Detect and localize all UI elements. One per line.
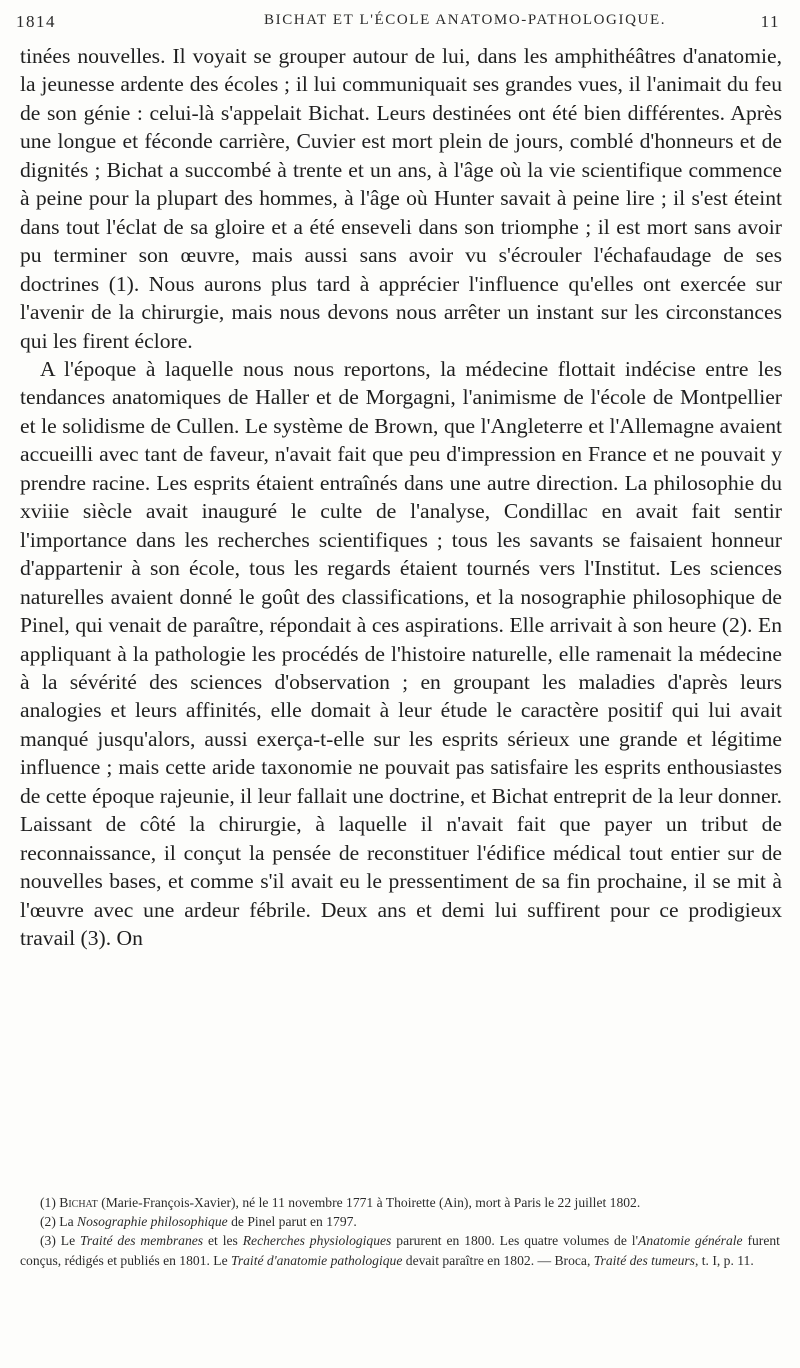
footnote-3-pre: Le (60, 1233, 76, 1249)
footnote-2-mark: (2) (40, 1214, 56, 1230)
running-head (16, 12, 786, 38)
footnote-2 (20, 1212, 780, 1231)
footnote-3-work-2: Recherches physiologiques (242, 1233, 392, 1249)
footnote-2-pre: La (59, 1214, 74, 1230)
footnote-3-work-5: Traité des tumeurs (593, 1252, 695, 1268)
footnote-2-work: Nosographie philosophique (77, 1214, 228, 1230)
footnote-3-mid-4: devait paraître en 1802. — Broca, (405, 1252, 591, 1268)
footnote-3 (20, 1231, 780, 1269)
footnote-3-mid-2: parurent en 1800. Les quatre volumes de l' (396, 1233, 639, 1249)
footnote-3-post: , t. I, p. 11. (694, 1252, 754, 1268)
footnotes (20, 1193, 780, 1270)
running-head-year: 1814 (16, 12, 56, 31)
main-text (20, 42, 782, 953)
running-head-title: BICHAT ET L'ÉCOLE ANATOMO-PATHOLOGIQUE. (264, 12, 667, 28)
footnote-3-mid-3: furent conçus, rédigés et publiés en 1801. Le (20, 1233, 780, 1268)
page-number: 11 (760, 12, 780, 31)
footnote-2-post: de Pinel parut en 1797. (231, 1214, 357, 1230)
footnote-3-mark: (3) (40, 1233, 56, 1249)
paragraph-1: tinées nouvelles. Il voyait se grouper autour de lui, dans les amphithéâtres d'anatomie, la jeunesse ardente des écoles ; il lui communiquait ses grandes vues, il l'animait du feu de son génie : celui-là s'appelait Bichat. Leurs destinées ont été bien différentes. Après une longue et féconde carrière, Cuvier est mort plein de jours, comblé d'honneurs et de dignités ; Bichat a succombé à trente et un ans, à l'âge où la vie scientifique commence à peine pour la plupart des hommes, à l'âge où Hunter savait à peine lire ; il s'est éteint dans tout l'éclat de sa gloire et a été enseveli dans son triomphe ; il est mort sans avoir pu terminer son œuvre, mais aussi sans avoir vu s'écrouler l'échafaudage de ses doctrines (1). Nous aurons plus tard à apprécier l'influence qu'elles ont exercée sur l'avenir de la chirurgie, mais nous devons nous arrêter un instant sur les circonstances qui les firent éclore. (20, 44, 782, 353)
paragraph-2: A l'époque à laquelle nous nous reportons, la médecine flottait indécise entre les tendances anatomiques de Haller et de Morgagni, l'animisme de l'école de Montpellier et le solidisme de Cullen. Le système de Brown, que l'Angleterre et l'Allemagne avaient accueilli avec tant de faveur, n'avait fait que peu d'impression en France et ne pouvait y prendre racine. Les esprits étaient entraînés dans une autre direction. La philosophie du xviiie siècle avait inauguré le culte de l'analyse, Condillac en avait fait sentir l'importance dans les recherches scientifiques ; tous les savants se faisaient honneur d'appartenir à son école, tous les regards étaient tournés vers l'Institut. Les sciences naturelles avaient donné le goût des classifications, et la nosographie philosophique de Pinel, qui venait de paraître, répondait à ces aspirations. Elle arrivait à son heure (2). En appliquant à la pathologie les procédés de l'histoire naturelle, elle ramenait la médecine à la sévérité des sciences d'observation ; en groupant les maladies d'après leurs analogies et leurs affinités, elle domait à leur étude le caractère positif qui lui avait manqué jusqu'alors, aussi exerça-t-elle sur les esprits sérieux une grande et légitime influence ; mais cette aride taxonomie ne pouvait pas satisfaire les esprits enthousiastes de cette époque rajeunie, il leur fallait une doctrine, et Bichat entreprit de la leur donner. Laissant de côté la chirurgie, à laquelle il n'avait fait que payer un tribut de reconnaissance, il conçut la pensée de reconstituer l'édifice médical tout entier sur de nouvelles bases, et comme s'il avait eu le pressentiment de sa fin prochaine, il se mit à l'œuvre avec une ardeur fébrile. Deux ans et demi lui suffirent pour ce prodigieux travail (3). On (20, 356, 782, 951)
footnote-3-work-1: Traité des membranes (80, 1233, 204, 1249)
footnote-3-mid-1: et les (208, 1233, 238, 1249)
footnote-1-text: (Marie-François-Xavier), né le 11 novembre 1771 à Thoirette (Ain), mort à Paris le 22 juillet 1802. (101, 1195, 641, 1210)
footnote-3-work-4: Traité d'anatomie pathologique (231, 1252, 403, 1268)
footnote-1 (20, 1193, 780, 1212)
footnote-3-work-3: Anatomie générale (638, 1233, 743, 1249)
footnote-1-author: Bichat (59, 1195, 98, 1210)
footnote-1-mark: (1) (40, 1195, 56, 1210)
